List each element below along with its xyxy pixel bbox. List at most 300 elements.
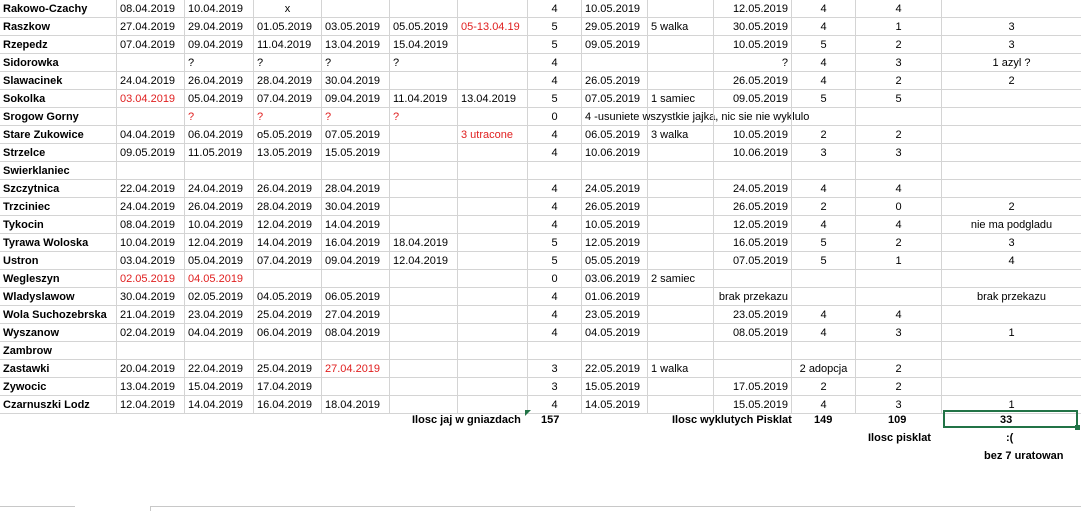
table-cell[interactable] xyxy=(458,0,528,18)
table-cell[interactable]: 4 xyxy=(528,288,582,306)
table-cell[interactable]: 15.05.2019 xyxy=(714,396,792,414)
table-cell[interactable] xyxy=(714,360,792,378)
table-cell[interactable]: 4 xyxy=(528,324,582,342)
table-cell[interactable]: 04.05.2019 xyxy=(185,270,254,288)
table-cell[interactable]: 4 xyxy=(528,306,582,324)
table-cell[interactable] xyxy=(648,0,714,18)
table-cell[interactable]: Zastawki xyxy=(0,360,117,378)
table-cell[interactable] xyxy=(528,162,582,180)
table-cell[interactable]: 03.04.2019 xyxy=(117,90,185,108)
table-cell[interactable]: Sokolka xyxy=(0,90,117,108)
table-cell[interactable]: 05.05.2019 xyxy=(390,18,458,36)
table-cell[interactable]: 07.05.2019 xyxy=(714,252,792,270)
table-cell[interactable] xyxy=(458,342,528,360)
table-cell[interactable] xyxy=(117,342,185,360)
table-cell[interactable]: Tykocin xyxy=(0,216,117,234)
table-cell[interactable]: 09.04.2019 xyxy=(185,36,254,54)
hatched-total-label[interactable]: Ilosc wyklutych Pisklat xyxy=(672,414,792,426)
table-cell[interactable]: 12.05.2019 xyxy=(582,234,648,252)
table-cell[interactable] xyxy=(390,0,458,18)
table-cell[interactable]: 24.05.2019 xyxy=(582,180,648,198)
table-cell[interactable] xyxy=(322,270,390,288)
table-cell[interactable]: 26.04.2019 xyxy=(185,72,254,90)
table-cell[interactable]: 26.05.2019 xyxy=(714,72,792,90)
table-cell[interactable]: 18.04.2019 xyxy=(322,396,390,414)
table-cell[interactable]: ? xyxy=(254,54,322,72)
table-cell[interactable]: 04.04.2019 xyxy=(185,324,254,342)
table-cell[interactable]: 12.05.2019 xyxy=(714,216,792,234)
table-cell[interactable]: 27.04.2019 xyxy=(322,306,390,324)
table-cell[interactable]: 21.04.2019 xyxy=(117,306,185,324)
table-cell[interactable]: 10.06.2019 xyxy=(714,144,792,162)
table-cell[interactable]: Slawacinek xyxy=(0,72,117,90)
table-cell[interactable]: 07.04.2019 xyxy=(254,252,322,270)
table-cell[interactable]: 09.04.2019 xyxy=(322,252,390,270)
table-cell[interactable]: 4 xyxy=(856,216,942,234)
table-cell[interactable] xyxy=(458,36,528,54)
table-cell[interactable]: 16.04.2019 xyxy=(254,396,322,414)
table-cell[interactable]: 13.04.2019 xyxy=(117,378,185,396)
table-cell[interactable]: 14.04.2019 xyxy=(254,234,322,252)
table-cell[interactable]: 30.04.2019 xyxy=(117,288,185,306)
table-cell[interactable] xyxy=(390,342,458,360)
table-cell[interactable]: 3 xyxy=(942,18,1081,36)
table-cell[interactable] xyxy=(942,90,1081,108)
table-cell[interactable]: 4 xyxy=(792,72,856,90)
table-cell[interactable] xyxy=(390,180,458,198)
table-cell[interactable]: 4 -usuniete wszystkie jajka, nic sie nie wyklulo xyxy=(582,108,648,126)
table-cell[interactable]: 29.04.2019 xyxy=(185,18,254,36)
table-cell[interactable]: 5 xyxy=(792,36,856,54)
fill-handle[interactable] xyxy=(1075,425,1080,430)
table-cell[interactable]: 5 xyxy=(528,90,582,108)
table-cell[interactable]: Wegleszyn xyxy=(0,270,117,288)
table-cell[interactable] xyxy=(117,162,185,180)
table-cell[interactable]: 16.04.2019 xyxy=(322,234,390,252)
table-cell[interactable]: 05.05.2019 xyxy=(582,252,648,270)
table-cell[interactable]: 2 xyxy=(856,72,942,90)
table-cell[interactable]: 1 samiec xyxy=(648,90,714,108)
table-cell[interactable]: 4 xyxy=(528,144,582,162)
table-cell[interactable]: 28.04.2019 xyxy=(322,180,390,198)
table-cell[interactable]: Czarnuszki Lodz xyxy=(0,396,117,414)
table-cell[interactable]: 5 xyxy=(792,252,856,270)
table-cell[interactable] xyxy=(390,216,458,234)
table-cell[interactable] xyxy=(942,0,1081,18)
table-cell[interactable]: 26.05.2019 xyxy=(582,198,648,216)
table-cell[interactable]: 3 xyxy=(942,36,1081,54)
table-cell[interactable]: 1 xyxy=(856,252,942,270)
table-cell[interactable]: 14.04.2019 xyxy=(322,216,390,234)
table-cell[interactable]: 25.04.2019 xyxy=(254,360,322,378)
table-cell[interactable]: 10.04.2019 xyxy=(185,0,254,18)
table-cell[interactable]: 4 xyxy=(856,0,942,18)
table-cell[interactable]: 4 xyxy=(528,0,582,18)
table-cell[interactable] xyxy=(458,162,528,180)
table-cell[interactable]: ? xyxy=(390,54,458,72)
table-cell[interactable] xyxy=(185,342,254,360)
table-cell[interactable] xyxy=(648,324,714,342)
table-cell[interactable]: 01.05.2019 xyxy=(254,18,322,36)
table-cell[interactable]: 12.04.2019 xyxy=(254,216,322,234)
table-cell[interactable]: 27.04.2019 xyxy=(322,360,390,378)
table-cell[interactable]: 12.04.2019 xyxy=(185,234,254,252)
table-cell[interactable]: x xyxy=(254,0,322,18)
table-cell[interactable]: 11.04.2019 xyxy=(390,90,458,108)
table-cell[interactable]: ? xyxy=(322,108,390,126)
table-cell[interactable]: Strzelce xyxy=(0,144,117,162)
table-cell[interactable]: 22.04.2019 xyxy=(117,180,185,198)
table-cell[interactable]: 2 adopcja xyxy=(792,360,856,378)
table-cell[interactable]: 4 xyxy=(792,396,856,414)
table-cell[interactable]: 4 xyxy=(942,252,1081,270)
table-cell[interactable]: 4 xyxy=(528,198,582,216)
table-cell[interactable]: 4 xyxy=(528,54,582,72)
table-cell[interactable]: ? xyxy=(185,54,254,72)
table-cell[interactable]: brak przekazu xyxy=(714,288,792,306)
table-cell[interactable]: 11.05.2019 xyxy=(185,144,254,162)
table-cell[interactable] xyxy=(648,144,714,162)
table-cell[interactable] xyxy=(648,108,714,126)
table-cell[interactable]: ? xyxy=(254,108,322,126)
table-cell[interactable] xyxy=(458,216,528,234)
table-cell[interactable]: 10.05.2019 xyxy=(582,0,648,18)
sad-face[interactable]: :( xyxy=(1006,432,1014,444)
table-cell[interactable] xyxy=(856,162,942,180)
table-cell[interactable]: 04.05.2019 xyxy=(582,324,648,342)
table-cell[interactable] xyxy=(942,162,1081,180)
table-cell[interactable] xyxy=(648,216,714,234)
table-cell[interactable] xyxy=(648,378,714,396)
hatched-total-value[interactable]: 149 xyxy=(814,414,833,426)
table-cell[interactable]: 03.05.2019 xyxy=(322,18,390,36)
table-cell[interactable]: 1 xyxy=(942,324,1081,342)
value-109[interactable]: 109 xyxy=(888,414,907,426)
table-cell[interactable]: 3 xyxy=(942,234,1081,252)
table-cell[interactable]: 24.04.2019 xyxy=(117,72,185,90)
table-cell[interactable]: 4 xyxy=(792,54,856,72)
table-cell[interactable]: 4 xyxy=(528,126,582,144)
table-cell[interactable] xyxy=(942,378,1081,396)
table-cell[interactable] xyxy=(254,270,322,288)
horizontal-scrollbar[interactable] xyxy=(150,506,1081,511)
table-cell[interactable] xyxy=(458,324,528,342)
table-cell[interactable]: 13.05.2019 xyxy=(254,144,322,162)
table-cell[interactable]: 04.04.2019 xyxy=(117,126,185,144)
eggs-total-value[interactable]: 157 xyxy=(541,414,560,426)
table-cell[interactable]: 10.04.2019 xyxy=(117,234,185,252)
table-cell[interactable]: 02.05.2019 xyxy=(185,288,254,306)
table-cell[interactable] xyxy=(714,270,792,288)
table-cell[interactable]: 12.04.2019 xyxy=(390,252,458,270)
table-cell[interactable] xyxy=(458,270,528,288)
table-cell[interactable]: 15.05.2019 xyxy=(582,378,648,396)
table-cell[interactable]: 09.05.2019 xyxy=(714,90,792,108)
table-cell[interactable]: 0 xyxy=(528,270,582,288)
table-cell[interactable]: 09.05.2019 xyxy=(582,36,648,54)
table-cell[interactable] xyxy=(582,342,648,360)
table-cell[interactable] xyxy=(942,180,1081,198)
table-cell[interactable]: 05.04.2019 xyxy=(185,90,254,108)
table-cell[interactable] xyxy=(856,342,942,360)
table-cell[interactable]: 10.05.2019 xyxy=(714,126,792,144)
table-cell[interactable]: 0 xyxy=(856,198,942,216)
table-cell[interactable] xyxy=(856,108,942,126)
table-cell[interactable] xyxy=(458,180,528,198)
table-cell[interactable] xyxy=(117,108,185,126)
table-cell[interactable]: 02.04.2019 xyxy=(117,324,185,342)
table-cell[interactable]: 01.06.2019 xyxy=(582,288,648,306)
table-cell[interactable] xyxy=(856,288,942,306)
table-cell[interactable] xyxy=(322,342,390,360)
table-cell[interactable]: 2 xyxy=(856,378,942,396)
table-cell[interactable]: 10.06.2019 xyxy=(582,144,648,162)
table-cell[interactable] xyxy=(322,378,390,396)
table-cell[interactable] xyxy=(117,54,185,72)
table-cell[interactable]: 09.05.2019 xyxy=(117,144,185,162)
sheet-tab-area[interactable] xyxy=(0,506,75,511)
table-cell[interactable]: 26.04.2019 xyxy=(185,198,254,216)
value-33[interactable]: 33 xyxy=(1000,414,1013,426)
table-cell[interactable] xyxy=(458,144,528,162)
table-cell[interactable]: Ustron xyxy=(0,252,117,270)
table-cell[interactable]: 11.04.2019 xyxy=(254,36,322,54)
table-cell[interactable]: 2 xyxy=(856,234,942,252)
table-cell[interactable]: 5 xyxy=(528,36,582,54)
table-cell[interactable]: 2 xyxy=(942,72,1081,90)
table-cell[interactable]: 28.04.2019 xyxy=(254,72,322,90)
table-cell[interactable] xyxy=(648,342,714,360)
table-cell[interactable]: 5 xyxy=(528,18,582,36)
table-cell[interactable] xyxy=(942,108,1081,126)
table-cell[interactable] xyxy=(942,270,1081,288)
table-cell[interactable]: Sidorowka xyxy=(0,54,117,72)
table-cell[interactable]: Srogow Gorny xyxy=(0,108,117,126)
table-cell[interactable] xyxy=(458,360,528,378)
table-cell[interactable] xyxy=(792,270,856,288)
table-cell[interactable]: 22.04.2019 xyxy=(185,360,254,378)
table-cell[interactable]: 4 xyxy=(792,324,856,342)
table-cell[interactable] xyxy=(528,342,582,360)
table-cell[interactable]: 4 xyxy=(792,0,856,18)
table-cell[interactable]: 08.04.2019 xyxy=(117,0,185,18)
table-cell[interactable] xyxy=(648,306,714,324)
table-cell[interactable]: 14.04.2019 xyxy=(185,396,254,414)
table-cell[interactable]: 2 xyxy=(792,198,856,216)
table-cell[interactable] xyxy=(792,342,856,360)
table-cell[interactable] xyxy=(458,378,528,396)
table-cell[interactable]: nie ma podgladu xyxy=(942,216,1081,234)
table-cell[interactable] xyxy=(390,162,458,180)
table-cell[interactable]: 26.04.2019 xyxy=(254,180,322,198)
table-cell[interactable]: 15.05.2019 xyxy=(322,144,390,162)
table-cell[interactable] xyxy=(390,324,458,342)
table-cell[interactable] xyxy=(390,306,458,324)
table-cell[interactable] xyxy=(254,342,322,360)
table-cell[interactable]: 4 xyxy=(856,180,942,198)
table-cell[interactable]: 3 xyxy=(528,360,582,378)
table-cell[interactable] xyxy=(458,54,528,72)
table-cell[interactable] xyxy=(648,252,714,270)
table-cell[interactable]: Swierklaniec xyxy=(0,162,117,180)
table-cell[interactable]: 30.04.2019 xyxy=(322,198,390,216)
table-cell[interactable] xyxy=(458,288,528,306)
table-cell[interactable]: 07.04.2019 xyxy=(117,36,185,54)
table-cell[interactable]: 10.05.2019 xyxy=(582,216,648,234)
table-cell[interactable] xyxy=(942,306,1081,324)
table-cell[interactable]: 5 xyxy=(856,90,942,108)
table-cell[interactable]: 4 xyxy=(792,306,856,324)
table-cell[interactable]: 24.05.2019 xyxy=(714,180,792,198)
table-cell[interactable] xyxy=(648,72,714,90)
table-cell[interactable]: 3 xyxy=(528,378,582,396)
table-cell[interactable] xyxy=(942,144,1081,162)
chicks-label[interactable]: Ilosc pisklat xyxy=(868,432,931,444)
table-cell[interactable]: 23.04.2019 xyxy=(185,306,254,324)
table-cell[interactable]: 20.04.2019 xyxy=(117,360,185,378)
table-cell[interactable]: Wyszanow xyxy=(0,324,117,342)
table-cell[interactable]: 23.05.2019 xyxy=(714,306,792,324)
table-cell[interactable]: 28.04.2019 xyxy=(254,198,322,216)
table-cell[interactable] xyxy=(648,234,714,252)
table-cell[interactable]: ? xyxy=(185,108,254,126)
table-cell[interactable]: Stare Zukowice xyxy=(0,126,117,144)
table-cell[interactable]: 4 xyxy=(528,180,582,198)
table-cell[interactable] xyxy=(458,198,528,216)
table-cell[interactable] xyxy=(458,252,528,270)
table-cell[interactable] xyxy=(648,162,714,180)
table-cell[interactable]: 12.05.2019 xyxy=(714,0,792,18)
table-cell[interactable]: 4 xyxy=(792,180,856,198)
table-cell[interactable]: 3 utracone xyxy=(458,126,528,144)
table-cell[interactable]: 23.05.2019 xyxy=(582,306,648,324)
table-cell[interactable] xyxy=(792,288,856,306)
table-cell[interactable]: Wola Suchozebrska xyxy=(0,306,117,324)
table-cell[interactable]: 03.06.2019 xyxy=(582,270,648,288)
table-cell[interactable]: brak przekazu xyxy=(942,288,1081,306)
table-cell[interactable]: 22.05.2019 xyxy=(582,360,648,378)
table-cell[interactable]: 1 azyl ? xyxy=(942,54,1081,72)
table-cell[interactable] xyxy=(648,288,714,306)
table-cell[interactable]: 1 xyxy=(856,18,942,36)
table-cell[interactable]: 07.04.2019 xyxy=(254,90,322,108)
table-cell[interactable] xyxy=(942,342,1081,360)
table-cell[interactable] xyxy=(942,360,1081,378)
table-cell[interactable] xyxy=(458,306,528,324)
table-cell[interactable]: 0 xyxy=(528,108,582,126)
table-cell[interactable] xyxy=(254,162,322,180)
table-cell[interactable]: 2 xyxy=(856,36,942,54)
table-cell[interactable]: 27.04.2019 xyxy=(117,18,185,36)
table-cell[interactable]: 24.04.2019 xyxy=(117,198,185,216)
table-cell[interactable]: 05.04.2019 xyxy=(185,252,254,270)
table-cell[interactable]: 13.04.2019 xyxy=(458,90,528,108)
table-cell[interactable]: 08.05.2019 xyxy=(714,324,792,342)
table-cell[interactable]: Rzepedz xyxy=(0,36,117,54)
table-cell[interactable] xyxy=(458,72,528,90)
table-cell[interactable]: 5 walka xyxy=(648,18,714,36)
table-cell[interactable]: 3 xyxy=(856,54,942,72)
table-cell[interactable]: 4 xyxy=(792,216,856,234)
table-cell[interactable]: 5 xyxy=(792,234,856,252)
table-cell[interactable]: ? xyxy=(322,54,390,72)
table-cell[interactable]: 5 xyxy=(528,234,582,252)
table-cell[interactable]: 16.05.2019 xyxy=(714,234,792,252)
table-cell[interactable] xyxy=(648,180,714,198)
table-cell[interactable]: 24.04.2019 xyxy=(185,180,254,198)
table-cell[interactable] xyxy=(648,198,714,216)
table-cell[interactable]: 5 xyxy=(792,90,856,108)
table-cell[interactable] xyxy=(390,378,458,396)
table-cell[interactable] xyxy=(942,126,1081,144)
table-cell[interactable]: 12.04.2019 xyxy=(117,396,185,414)
table-cell[interactable]: 29.05.2019 xyxy=(582,18,648,36)
table-cell[interactable] xyxy=(856,270,942,288)
table-cell[interactable] xyxy=(322,0,390,18)
table-cell[interactable]: 4 xyxy=(528,216,582,234)
table-cell[interactable] xyxy=(185,162,254,180)
table-cell[interactable]: 03.04.2019 xyxy=(117,252,185,270)
table-cell[interactable] xyxy=(458,234,528,252)
table-cell[interactable] xyxy=(458,108,528,126)
table-cell[interactable]: Tyrawa Woloska xyxy=(0,234,117,252)
table-cell[interactable] xyxy=(390,288,458,306)
table-cell[interactable]: 2 xyxy=(856,360,942,378)
table-cell[interactable]: 5 xyxy=(528,252,582,270)
table-cell[interactable]: 4 xyxy=(528,396,582,414)
table-cell[interactable] xyxy=(714,342,792,360)
table-cell[interactable]: 08.04.2019 xyxy=(117,216,185,234)
table-cell[interactable] xyxy=(792,162,856,180)
table-cell[interactable]: Zambrow xyxy=(0,342,117,360)
table-cell[interactable]: ? xyxy=(714,54,792,72)
table-cell[interactable]: 13.04.2019 xyxy=(322,36,390,54)
table-cell[interactable]: 17.04.2019 xyxy=(254,378,322,396)
table-cell[interactable]: 3 xyxy=(856,144,942,162)
table-cell[interactable] xyxy=(714,162,792,180)
table-cell[interactable]: 1 walka xyxy=(648,360,714,378)
eggs-total-label[interactable]: Ilosc jaj w gniazdach xyxy=(412,414,521,426)
table-cell[interactable]: Trzciniec xyxy=(0,198,117,216)
table-cell[interactable] xyxy=(648,36,714,54)
table-cell[interactable]: o5.05.2019 xyxy=(254,126,322,144)
table-cell[interactable] xyxy=(390,144,458,162)
table-cell[interactable]: 18.04.2019 xyxy=(390,234,458,252)
table-cell[interactable]: 3 xyxy=(856,396,942,414)
table-cell[interactable]: 26.05.2019 xyxy=(714,198,792,216)
table-cell[interactable] xyxy=(648,54,714,72)
table-cell[interactable]: 07.05.2019 xyxy=(582,90,648,108)
table-cell[interactable]: 07.05.2019 xyxy=(322,126,390,144)
table-cell[interactable]: 02.05.2019 xyxy=(117,270,185,288)
table-cell[interactable]: 4 xyxy=(856,306,942,324)
table-cell[interactable]: ? xyxy=(390,108,458,126)
table-cell[interactable]: 08.04.2019 xyxy=(322,324,390,342)
table-cell[interactable] xyxy=(792,108,856,126)
table-cell[interactable]: 4 xyxy=(792,18,856,36)
saved-note[interactable]: bez 7 uratowan xyxy=(984,450,1064,462)
table-cell[interactable]: 2 xyxy=(792,378,856,396)
table-cell[interactable]: 2 xyxy=(856,126,942,144)
table-cell[interactable] xyxy=(390,360,458,378)
table-cell[interactable]: 06.04.2019 xyxy=(185,126,254,144)
table-cell[interactable]: 2 xyxy=(792,126,856,144)
table-cell[interactable]: 30.04.2019 xyxy=(322,72,390,90)
table-cell[interactable]: 15.04.2019 xyxy=(185,378,254,396)
table-cell[interactable]: 4 xyxy=(528,72,582,90)
table-cell[interactable]: 06.05.2019 xyxy=(322,288,390,306)
table-cell[interactable]: 06.04.2019 xyxy=(254,324,322,342)
